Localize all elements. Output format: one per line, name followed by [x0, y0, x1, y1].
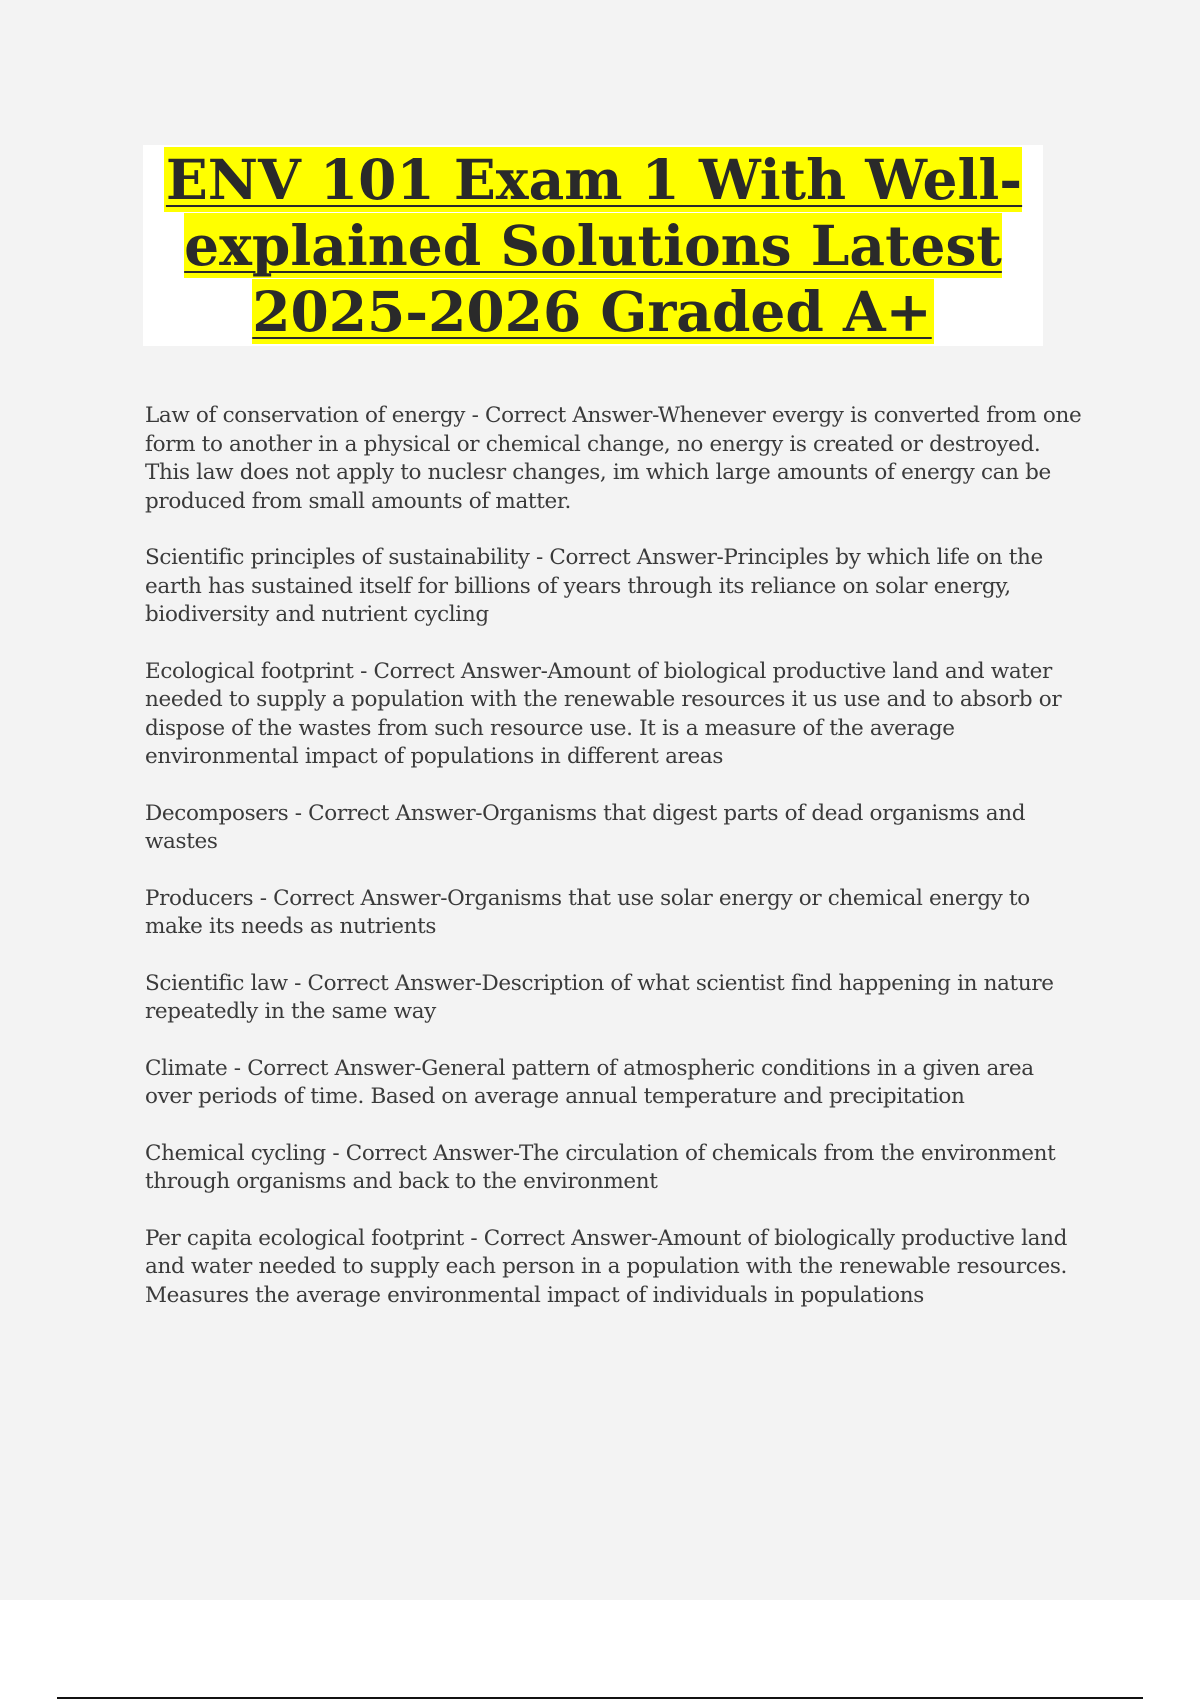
qa-item: Per capita ecological footprint - Correct Answer-Amount of biologically productive land and water needed to supply each person in a population with the renewable resources. Measures the average environmental impact of individuals in populations: [145, 1225, 1068, 1308]
document-title: [143, 147, 1043, 345]
title-highlight: ENV 101 Exam 1 With Well-explained Solutions Latest 2025-2026 Graded A+: [165, 146, 1023, 344]
qa-item: Producers - Correct Answer-Organisms that use solar energy or chemical energy to make its needs as nutrients: [145, 885, 1030, 939]
footer-rule: [57, 1697, 1143, 1699]
qa-item: Scientific law - Correct Answer-Description of what scientist find happening in nature repeatedly in the same way: [145, 970, 1054, 1024]
qa-item: Climate - Correct Answer-General pattern of atmospheric conditions in a given area over periods of time. Based on average annual temperature and precipitation: [145, 1055, 1034, 1109]
title-box: [143, 145, 1043, 346]
qa-item: Scientific principles of sustainability - Correct Answer-Principles by which life on the earth has sustained itself for billions of years through its reliance on solar energy, biodiversity and nutrient cycling: [145, 545, 1043, 627]
qa-item: Decomposers - Correct Answer-Organisms that digest parts of dead organisms and wastes: [145, 800, 1026, 854]
qa-item: Law of conservation of energy - Correct Answer-Whenever evergy is converted from one form to another in a physical or chemical change, no energy is created or destroyed. This law does not apply to nuclesr changes, im which large amounts of energy can be produced from small amounts of matter.: [145, 403, 1082, 514]
qa-list: [145, 402, 1085, 1338]
qa-item: Chemical cycling - Correct Answer-The circulation of chemicals from the environment through organisms and back to the environment: [145, 1140, 1056, 1194]
qa-item: Ecological footprint - Correct Answer-Amount of biological productive land and water needed to supply a population with the renewable resources it us use and to absorb or dispose of the wastes from such resource use. It is a measure of the average environmental impact of populations in different areas: [145, 658, 1062, 769]
